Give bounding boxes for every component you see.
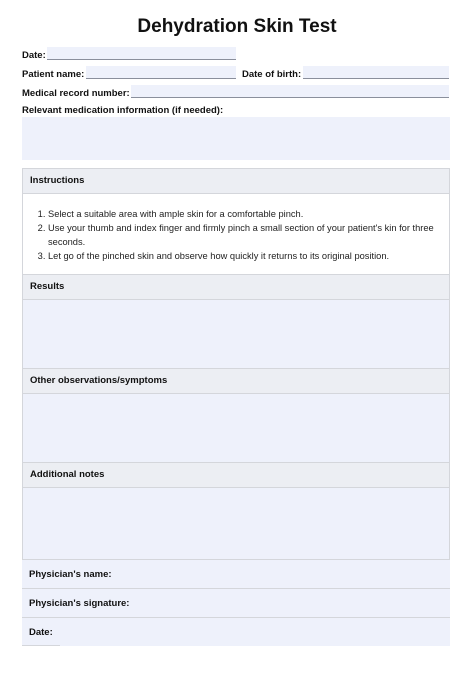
physician-name-row bbox=[22, 559, 450, 588]
instruction-item: 3. Let go of the pinched skin and observe how quickly it returns to its original position. bbox=[48, 249, 435, 263]
observations-field[interactable] bbox=[23, 394, 449, 464]
patient-name-label: Patient name: bbox=[22, 69, 85, 80]
observations-header: Other observations/symptoms bbox=[23, 369, 449, 394]
instructions-section bbox=[22, 168, 450, 275]
signoff-date-field[interactable] bbox=[60, 618, 450, 646]
instruction-item: 2. Use your thumb and index finger and firmly pinch a small section of your patient's kin for three seconds. bbox=[48, 221, 435, 249]
observations-section bbox=[22, 368, 450, 464]
dob-field[interactable] bbox=[303, 66, 449, 79]
date-field[interactable] bbox=[47, 47, 236, 60]
patient-name-field[interactable] bbox=[86, 66, 236, 79]
physician-signature-label: Physician's signature: bbox=[29, 598, 130, 609]
notes-header: Additional notes bbox=[23, 463, 449, 488]
medication-label: Relevant medication information (if needed): bbox=[22, 105, 224, 116]
physician-signature-row bbox=[22, 588, 450, 617]
notes-field[interactable] bbox=[23, 488, 449, 560]
results-header: Results bbox=[23, 275, 449, 300]
mrn-label: Medical record number: bbox=[22, 88, 130, 99]
instructions-list bbox=[37, 207, 435, 263]
instructions-header: Instructions bbox=[23, 169, 449, 194]
signoff-date-row bbox=[22, 617, 450, 646]
results-section bbox=[22, 274, 450, 370]
dob-label: Date of birth: bbox=[242, 69, 302, 80]
physician-signature-field[interactable] bbox=[150, 589, 450, 617]
physician-name-field[interactable] bbox=[130, 560, 450, 588]
instruction-item: 1. Select a suitable area with ample skin for a comfortable pinch. bbox=[48, 207, 435, 221]
medication-field[interactable] bbox=[22, 117, 450, 160]
results-field[interactable] bbox=[23, 300, 449, 370]
mrn-field[interactable] bbox=[131, 85, 449, 98]
page-title: Dehydration Skin Test bbox=[137, 16, 337, 37]
date-label: Date: bbox=[22, 50, 46, 61]
physician-name-label: Physician's name: bbox=[29, 569, 112, 580]
instructions-body bbox=[23, 194, 449, 263]
signoff-date-label: Date: bbox=[29, 627, 53, 638]
